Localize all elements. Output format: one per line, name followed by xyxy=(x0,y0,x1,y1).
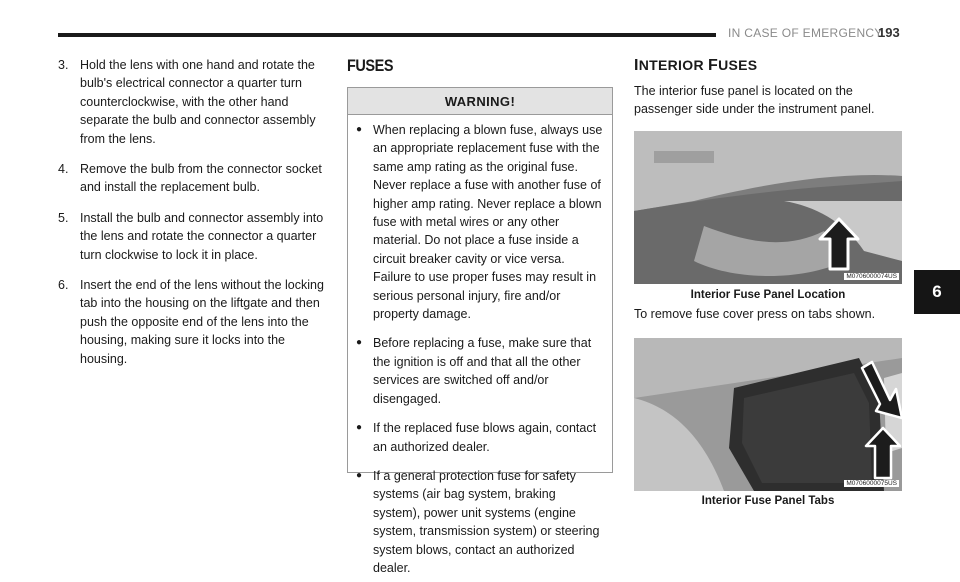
warning-text: If the replaced fuse blows again, contact an authorized dealer. xyxy=(373,421,597,454)
step-number: 6. xyxy=(58,278,69,293)
step-text: Hold the lens with one hand and rotate the bulb's electrical connector a quarter turn counterclockwise, with the other hand separate the bulb and connector assembly from the lens. xyxy=(80,58,316,146)
warning-title: WARNING! xyxy=(348,88,612,115)
warning-item xyxy=(356,121,604,323)
caption-tabs: Interior Fuse Panel Tabs xyxy=(701,495,835,507)
warning-list xyxy=(348,115,612,577)
step-item xyxy=(58,276,328,368)
step-item xyxy=(58,160,328,197)
warning-box xyxy=(347,87,613,575)
warning-text: When replacing a blown fuse, always use an appropriate replacement fuse with the same amp rating as the original fuse. Never replace a fuse with another fuse of higher amp rating. Never replace a blown fuse with metal wires or any other material. Do not place a fuse inside a circuit breaker cavity or vice versa. Failure to use proper fuses may result in serious personal injury, fire and/or property damage. xyxy=(373,123,603,322)
warning-item xyxy=(356,334,604,408)
steps-column xyxy=(58,56,328,380)
step-text: Remove the bulb from the connector socket and install the replacement bulb. xyxy=(80,162,322,195)
fuse-panel-tabs-illustration xyxy=(634,338,902,491)
chapter-tab[interactable]: 6 xyxy=(914,270,960,314)
fuses-heading: FUSES xyxy=(347,56,394,75)
step-text: Install the bulb and connector assembly into the lens and rotate the connector a quarter turn clockwise to lock it in place. xyxy=(80,210,324,262)
bullet-icon: ● xyxy=(356,337,363,349)
warning-item xyxy=(356,467,604,577)
bullet-icon: ● xyxy=(356,124,363,135)
warning-item xyxy=(356,419,604,456)
bullet-icon: ● xyxy=(356,422,363,434)
interior-fuses-heading: INTERIOR FUSES xyxy=(634,57,758,74)
interior-intro: The interior fuse panel is located on the passenger side under the instrument panel. xyxy=(634,84,875,117)
step-text: Insert the end of the lens without the locking tab into the housing on the liftgate and then push the opposite end of the lens into the housing, making sure it locks into the housing. xyxy=(80,278,324,366)
caption-location: Interior Fuse Panel Location xyxy=(690,289,846,301)
image-code: M0706000075US xyxy=(846,480,897,487)
section-title: IN CASE OF EMERGENCY xyxy=(728,26,883,40)
step-number: 4. xyxy=(58,162,69,177)
steps-list xyxy=(58,56,328,368)
step-item xyxy=(58,56,328,148)
step-number: 5. xyxy=(58,210,69,225)
remove-cover-instruction: To remove fuse cover press on tabs shown. xyxy=(634,307,876,321)
fuse-panel-location-image xyxy=(634,131,902,284)
header-rule xyxy=(58,33,716,37)
fuse-panel-location-illustration xyxy=(634,131,902,284)
image-code: M0706000074US xyxy=(846,273,897,280)
warning-text: If a general protection fuse for safety systems (air bag system, braking system), power unit systems (engine system, transmission system) or steering system blows, contact an authorized dealer. xyxy=(373,468,600,575)
warning-text: Before replacing a fuse, make sure that the ignition is off and that all the other services are switched off and/or disengaged. xyxy=(373,336,592,406)
step-number: 3. xyxy=(58,58,69,72)
fuse-panel-tabs-image xyxy=(634,338,902,491)
step-item xyxy=(58,209,328,264)
bullet-icon: ● xyxy=(356,469,363,481)
page-number: 193 xyxy=(878,25,900,40)
